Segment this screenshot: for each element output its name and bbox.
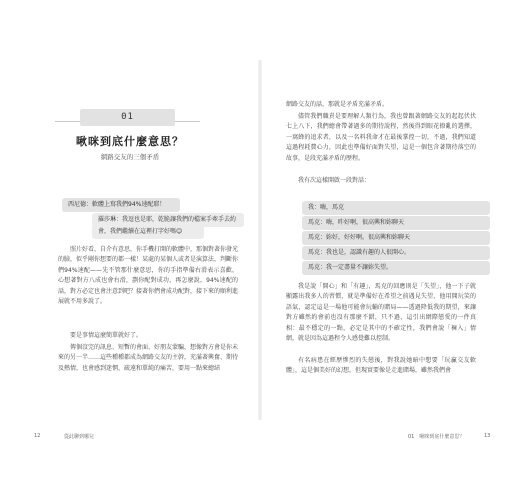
chat-bubble: 羅莎琳：我逗也是耶，乾脆讓我們的檔案手牽手去約 <box>92 213 244 227</box>
footer-page-number: 12 <box>34 433 41 439</box>
body-paragraph: 照片好看，自介有意思，你手機打開的軟體中，那個對著你發光的臉，似乎剛你想要的都一樣！某處的某個人或者是演算法，判斷你們94%速配——先不管那什麼意思，你的手指準備右滑表示喜歡，心想著對方八成也會右滑，劃你配對成功，再怎麼說，94%速配的話，對方必定也會注意到吧？接著你們會成功配對，接下來的順利進展就不用多說了。 <box>58 246 239 306</box>
body-paragraph: 網路交友的話，那就是矛盾充滿矛盾。 <box>286 101 389 108</box>
footer-page-number: 13 <box>484 433 491 439</box>
footer-book-title: 從此聊到哪兒 <box>64 434 95 440</box>
body-paragraph: 我是說「開心」和「有趣」，馬克的回應則是「失望」，他一下子就顯露出我多人的習慣，就是準備好在希望之前遇見失望，他用開玩笑的語氣，認定這是一場他可能會玩輸的賭局——透過降低我的期望，來讓對方雖然約會前也沒有那麼不錯，只不過，這引出網際戀愛的一件真相：最不穩定的一點，必定是其中的不確定性，我們會說「褲入」情網，就是因為這過程令人感覺難以控制。 <box>286 283 476 343</box>
body-paragraph: 我有次這樣開啟一段對話： <box>298 177 371 184</box>
chat-bubble: 會，我們繼續在這裡打字好嗎😊 <box>92 225 204 239</box>
chat-bubble: 馬克：妳好，好好啊。很高興和妳聊天 <box>302 231 490 245</box>
body-paragraph: 有名病患在經歷慘烈的失戀後，對我說她暗中想要「玩贏交友軟體」，這是個美好的幻想，但現實要像是走進賭場，雖然我們會 <box>286 357 476 375</box>
chapter-title: 啾咪到底什麼意思？ <box>76 135 184 148</box>
right-page <box>260 0 520 500</box>
body-paragraph: 要是事情這麼簡單就好了。 <box>70 332 143 339</box>
footer-chapter-title: 01 啾咪到底什麼意思？ <box>408 434 465 440</box>
chat-bubble: 馬克：我也是，認識有趣的人很開心。 <box>302 246 490 260</box>
chapter-subtitle: 網路交友的三個矛盾 <box>100 153 160 161</box>
chat-bubble: 我：嗨，馬克 <box>302 201 490 215</box>
chapter-number: 01 <box>80 109 175 126</box>
chat-bubble: 馬克：嗨，昨好啊，很高興和妳聊天 <box>302 216 490 230</box>
body-paragraph: 儘管我們職責是要理解人類行為，我也曾跟著網路交友的起起伏伏七上八下，我們總會帶著過多的期待說程，然後得到眼花撩亂的選擇，一窩蜂的追求者，以及一名料我命才在最後掌控一切，不過，我們知道這過程耗費心力，因此也準備好面對失望，這是一個包含著期待落空的故事，是段充滿矛盾的歷程。 <box>286 113 476 162</box>
chat-bubble: 西尼德：軟體上寫我們94%速配耶！ <box>62 198 180 212</box>
chat-bubble: 馬克：我一定盡量不讓妳失望。 <box>302 261 490 275</box>
body-paragraph: 傳個沒完的訊息、短暫的會面、好朋友蒙騙，想像對方會是你未來的另一半……這些種種都成為網路交友的主幹，充滿著興奮、期待及熱情，也會感到迷惘、疏遠和單純的痛苦，要用一點來總結 <box>58 344 239 372</box>
